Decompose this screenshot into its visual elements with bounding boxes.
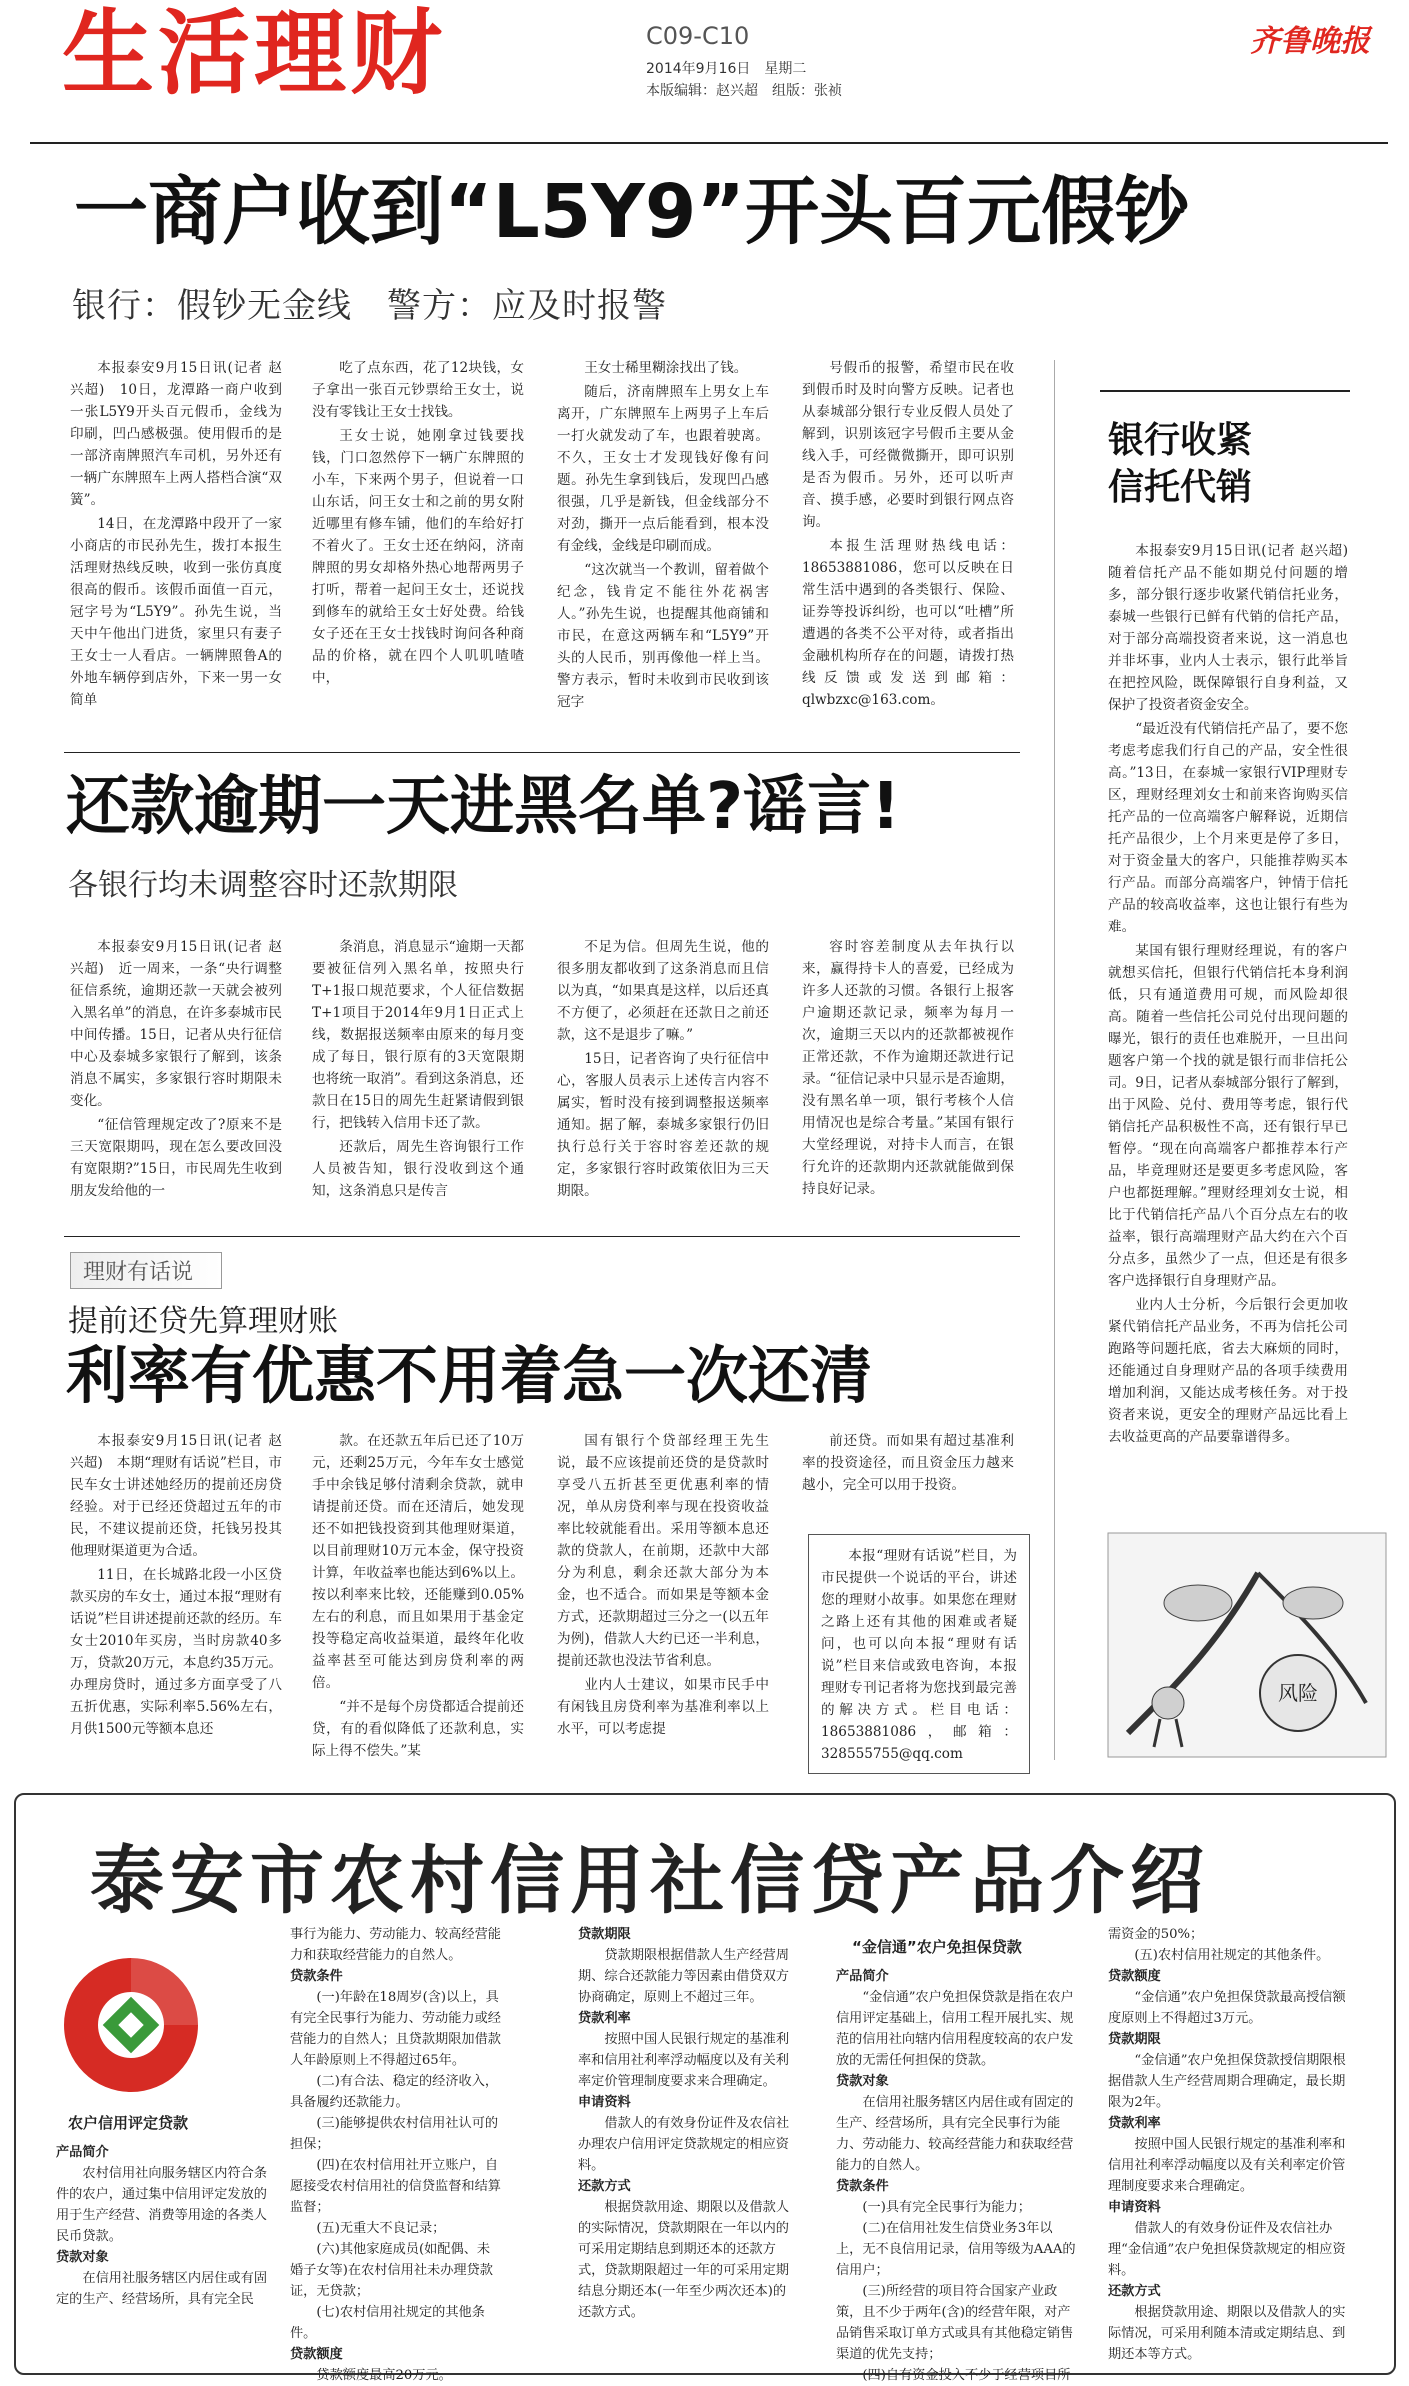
- paragraph: 容时容差制度从去年执行以来，赢得持卡人的喜爱，已经成为许多人还款的习惯。各银行上报客户逾期还款记录，频率为每月一次，逾期三天以内的还款都被视作正常还款，不作为逾期还款进行记录。“征信记录中只显示是否逾期，没有黑名单一项，银行考核个人信用情况也是综合考量。”某国有银行大堂经理说，对持卡人而言，在银行允许的还款期内还款就能做到保持良好记录。: [802, 939, 1014, 1197]
- paragraph: 国有银行个贷部经理王先生说，最不应该提前还贷的是贷款时享受八五折甚至更优惠利率的情况，单从房贷利率与现在投资收益率比较就能看出。采用等额本息还款的贷款人，在前期，还款中大部分为利息，剩余还款大部分为本金，也不适合。而如果是等额本金方式，还款期超过三分之一(以五年为例)，借款人大约已还一半利息，提前还款也没法节省利息。: [557, 1433, 769, 1669]
- ad-section-heading: 还款方式: [1108, 2284, 1161, 2299]
- issue-date: 2014年9月16日 星期二: [646, 61, 807, 77]
- paragraph: 号假币的报警，希望市民在收到假币时及时向警方反映。记者也从泰城部分银行专业反假人员处了解到，识别该冠字号假币主要从金线入手，可经微微撕开，即可识别是否为假币。另外，还可以听声音、摸手感，必要时到银行网点咨询。: [802, 360, 1014, 530]
- masthead-rule: [30, 142, 1388, 144]
- paragraph: 11日，在长城路北段一小区贷款买房的车女士，通过本报“理财有话说”栏目讲述提前还款的经历。车女士2010年买房，当时房款40多万，贷款20万元，本息约35万元。办理房贷时，通过多方面享受了八五折优惠，实际利率5.56%左右，月供1500元等额本息还: [70, 1567, 282, 1737]
- cartoon-illustration: [1108, 1533, 1386, 1757]
- paragraph: 还款后，周先生咨询银行工作人员被告知，银行没收到这个通知，这条消息只是传言: [312, 1139, 524, 1199]
- ad-paragraph: 根据贷款用途、期限以及借款人的实际情况，可采用利随本清或定期结息、到期还本等方式。: [1108, 2305, 1346, 2362]
- ad-jinxintong-title: “金信通”农户免担保贷款: [852, 1938, 1022, 1956]
- article3-headline: 利率有优惠不用着急一次还清: [66, 1339, 873, 1412]
- column-note-box: [808, 1534, 1030, 1774]
- ad-paragraph: (七)农村信用社规定的其他条件。: [290, 2305, 485, 2341]
- paragraph: 王女士说，她刚拿过钱要找钱，门口忽然停下一辆广东牌照的小车，下来两个男子，但说着一口山东话，问王女士和之前的男女附近哪里有修车铺，他们的车给好打不着火了。王女士还在纳闷，济南牌照的男女却格外热心地帮两男子打听，帮着一起问王女士，还说找到修车的就给王女士好处费。给钱女子还在王女士找钱时询问各种商品的价格，就在四个人叽叽喳喳中，: [312, 428, 524, 686]
- paragraph: 王女士稀里糊涂找出了钱。: [584, 360, 748, 376]
- ad-paragraph: (三)所经营的项目符合国家产业政策，且不少于两年(含)的经营年限，对产品销售采取订单方式或具有其他稳定销售渠道的优先支持；: [836, 2284, 1074, 2362]
- ad-paragraph: (五)无重大不良记录；: [316, 2221, 446, 2236]
- ad-section-heading: 贷款条件: [290, 1969, 343, 1984]
- ad-paragraph: (四)自有资金投入不少于经营项目所: [862, 2368, 1071, 2383]
- ad-section-heading: 贷款额度: [1108, 1969, 1161, 1984]
- ad-paragraph: 按照中国人民银行规定的基准利率和信用社利率浮动幅度以及有关利率定价管理制度要求来合理确定。: [578, 2032, 790, 2089]
- ad-col3: [578, 1924, 790, 2364]
- newspaper-name: 齐鲁晚报: [1250, 24, 1370, 59]
- paragraph: 业内人士建议，如果市民手中有闲钱且房贷利率为基准利率以上水平，可以考虑提: [557, 1677, 769, 1737]
- article1-col4: [802, 357, 1014, 735]
- ad-section-heading: 贷款对象: [836, 2074, 889, 2089]
- credit-union-logo: [56, 1950, 206, 2100]
- ad-section-heading: 产品简介: [836, 1969, 889, 1984]
- paragraph: 15日，记者咨询了央行征信中心，客服人员表示上述传言内容不属实，暂时没有接到调整报送频率通知。据了解，泰城多家银行仍旧执行总行关于容时容差还款的规定，多家银行容时政策依旧为三天期限。: [557, 1051, 769, 1199]
- ad-paragraph: 借款人的有效身份证件及农信社办理农户信用评定贷款规定的相应资料。: [578, 2116, 790, 2173]
- ad-paragraph: 需资金的50%；: [1108, 1927, 1204, 1942]
- article4-headline: [1108, 418, 1252, 512]
- ad-section-heading: 贷款利率: [1108, 2116, 1161, 2131]
- article1-bottom-rule: [64, 752, 1020, 753]
- ad-paragraph: (五)农村信用社规定的其他条件。: [1134, 1948, 1330, 1963]
- article1-col3: [557, 357, 769, 735]
- ad-section-heading: 贷款额度: [290, 2347, 343, 2362]
- paragraph: 本报生活理财热线电话：18653881086，您可以反映在日常生活中遇到的各类银行、保险、证券等投诉纠纷，也可以“吐槽”所遭遇的各类不公平对待，或者指出金融机构所存在的问题，请拨打热线反馈或发送到邮箱：qlwbzxc@163.com。: [802, 538, 1014, 708]
- ad-paragraph: 在信用社服务辖区内居住或有固定的生产、经营场所，具有完全民: [56, 2271, 268, 2307]
- article1-col2: [312, 357, 524, 735]
- ad-section-heading: 申请资料: [1108, 2200, 1161, 2215]
- article4-body: [1108, 540, 1362, 1525]
- ad-logo-caption: 农户信用评定贷款: [68, 2114, 189, 2132]
- article2-col1: [70, 936, 282, 1226]
- article2-headline: 还款逾期一天进黑名单?谣言!: [66, 770, 901, 844]
- ad-title: 泰安市农村信用社信贷产品介绍: [90, 1838, 1210, 1924]
- ad-paragraph: 贷款额度最高20万元。: [316, 2368, 452, 2383]
- paragraph: 本报泰安9月15日讯(记者 赵兴超) 10日，龙潭路一商户收到一张L5Y9开头百元假币，金线为印刷，凹凸感极强。使用假币的是一部济南牌照汽车司机，另外还有一辆广东牌照车上两人搭档合演“双簧”。: [70, 360, 282, 508]
- paragraph: 条消息，消息显示“逾期一天都要被征信列入黑名单，按照央行T+1报口规范要求，个人征信数据T+1项目于2014年9月1日正式上线，数据报送频率由原来的每月变成了每日，银行原有的3天宽限期也将统一取消”。看到这条消息，还款日在15日的周先生赶紧请假到银行，把钱转入信用卡还了款。: [312, 939, 524, 1131]
- ad-paragraph: 农村信用社向服务辖区内符合条件的农户，通过集中信用评定发放的用于生产经营、消费等用途的各类人民币贷款。: [56, 2166, 268, 2244]
- ad-paragraph: (二)有合法、稳定的经济收入，具备履约还款能力。: [290, 2074, 499, 2110]
- ad-section-heading: 贷款利率: [578, 2011, 631, 2026]
- editor-credits: 本版编辑：赵兴超 组版：张祯: [646, 83, 842, 99]
- paragraph: 不足为信。但周先生说，他的很多朋友都收到了这条消息而且信以为真，“如果真是这样，以后还真不方便了，必须赶在还款日之前还款，这不是退步了嘛。”: [557, 939, 769, 1043]
- ad-paragraph: 借款人的有效身份证件及农信社办理“金信通”农户免担保贷款规定的相应资料。: [1108, 2221, 1346, 2278]
- ad-section-heading: 贷款期限: [1108, 2032, 1161, 2047]
- article1-subhead: 银行：假钞无金线 警方：应及时报警: [72, 286, 667, 326]
- ad-paragraph: 在信用社服务辖区内居住或有固定的生产、经营场所，具有完全民事行为能力、劳动能力、较高经营能力和获取经营能力的自然人。: [836, 2095, 1074, 2173]
- paragraph: 业内人士分析，今后银行会更加收紧代销信托产品业务，不再为信托公司跑路等问题托底，省去大麻烦的同时，还能通过自身理财产品的各项手续费用增加利润，又能达成考核任务。对于投资者来说，更安全的理财产品远比看上去收益更高的产品要靠谱得多。: [1108, 1297, 1348, 1445]
- ad-paragraph: “金信通”农户免担保贷款授信期限根据借款人生产经营周期合理确定，最长期限为2年。: [1108, 2053, 1346, 2110]
- sidebar-rule-left: [1054, 360, 1055, 1760]
- ad-section-heading: 贷款期限: [578, 1927, 631, 1942]
- article4-headline-line1: 银行收紧: [1108, 420, 1253, 461]
- paragraph: 吃了点东西，花了12块钱，女子拿出一张百元钞票给王女士，说没有零钱让王女士找钱。: [312, 360, 524, 420]
- paragraph: 前还贷。而如果有超过基准利率的投资途径，而且资金压力越来越小，完全可以用于投资。: [802, 1433, 1014, 1493]
- column-note-text: 本报“理财有话说”栏目，为市民提供一个说话的平台，讲述您的理财小故事。如果您在理财之路上还有其他的困难或者疑问，也可以向本报“理财有话说”栏目来信或致电咨询，本报理财专刊记者将为您找到最完善的解决方式。栏目电话：18653881086，邮箱：328555755@qq.com: [821, 1548, 1017, 1762]
- paragraph: 某国有银行理财经理说，有的客户就想买信托，但银行代销信托本身利润低，只有通道费用可规，而风险却很高。随着一些信托公司兑付出现问题的曝光，银行的责任也难脱开，一旦出问题客户第一个找的就是银行而非信托公司。9日，记者从泰城部分银行了解到，出于风险、兑付、费用等考虑，银行代销信托产品积极性不高，还有银行早已暂停。“现在向高端客户都推荐本行产品，毕竟理财还是要更多考虑风险，客户也都挺理解。”理财经理刘女士说，相比于代销信托产品八个百分点左右的收益率，银行高端理财产品大约在六个百分点多，虽然少了一点，但还是有很多客户选择银行自身理财产品。: [1108, 943, 1348, 1289]
- ad-section-heading: 产品简介: [56, 2145, 109, 2160]
- ad-paragraph: (四)在农村信用社开立账户，自愿接受农村信用社的信贷监督和结算监督；: [290, 2158, 501, 2215]
- ad-paragraph: 贷款期限根据借款人生产经营周期、综合还款能力等因素由借贷双方协商确定，原则上不超过三年。: [578, 1948, 790, 2005]
- ad-section-heading: 还款方式: [578, 2179, 631, 2194]
- article2-col3: [557, 936, 769, 1226]
- ad-col5: [1108, 1924, 1348, 2364]
- ad-paragraph: (一)年龄在18周岁(含)以上，具有完全民事行为能力、劳动能力或经营能力的自然人；且贷款期限加借款人年龄原则上不得超过65年。: [290, 1990, 501, 2068]
- section-title: 生活理财: [62, 0, 447, 107]
- article2-col4: [802, 936, 1014, 1226]
- ad-paragraph: (三)能够提供农村信用社认可的担保；: [290, 2116, 499, 2152]
- ad-section-heading: 贷款对象: [56, 2250, 109, 2265]
- ad-paragraph: “金信通”农户免担保贷款是指在农户信用评定基础上，信用工程开展扎实、规范的信用社向辖内信用程度较高的农户发放的无需任何担保的贷款。: [836, 1990, 1074, 2068]
- article2-bottom-rule: [64, 1236, 1020, 1237]
- paragraph: “这次就当一个教训，留着做个纪念，钱肯定不能往外花祸害人。”孙先生说，也提醒其他商铺和市民，在意这两辆车和“L5Y9”开头的人民币，别再像他一样上当。警方表示，暂时未收到市民收到该冠字: [557, 562, 769, 710]
- sidebar-top-rule: [1100, 390, 1350, 392]
- ad-section-heading: 贷款条件: [836, 2179, 889, 2194]
- article3-col4: [802, 1430, 1014, 1520]
- column-tag: 理财有话说: [70, 1252, 222, 1289]
- article3-kicker: 提前还贷先算理财账: [68, 1304, 338, 1339]
- page-numbers: C09-C10: [646, 22, 750, 50]
- article2-subhead: 各银行均未调整容时还款期限: [68, 868, 458, 903]
- ad-col2: [290, 1924, 502, 2383]
- ad-paragraph: (一)具有完全民事行为能力；: [862, 2200, 1031, 2215]
- ad-paragraph: (六)其他家庭成员(如配偶、未婚子女等)在农村信用社未办理贷款证，无贷款；: [290, 2242, 493, 2299]
- cartoon-risk-label: 风险: [1278, 1681, 1318, 1705]
- article1-headline: 一商户收到“L5Y9”开头百元假钞: [74, 169, 1189, 255]
- paragraph: 本报泰安9月15日讯(记者 赵兴超) 随着信托产品不能如期兑付问题的增多，部分银行逐步收紧代销信托业务，泰城一些银行已鲜有代销的信托产品，对于部分高端投资者来说，这一消息也并非坏事，业内人士表示，银行此举旨在把控风险，既保障银行自身利益，又保护了投资者资金安全。: [1108, 543, 1362, 713]
- ad-section-heading: 申请资料: [578, 2095, 631, 2110]
- ad-paragraph: (二)在信用社发生信贷业务3年以上，无不良信用记录，信用等级为AAA的信用户；: [836, 2221, 1076, 2278]
- article4-headline-line2: 信托代销: [1108, 466, 1253, 508]
- ad-col1: [56, 2142, 268, 2362]
- ad-paragraph: 事行为能力、劳动能力、较高经营能力和获取经营能力的自然人。: [290, 1927, 501, 1963]
- article3-col3: [557, 1430, 769, 1770]
- paragraph: “并不是每个房贷都适合提前还贷，有的看似降低了还款利息，实际上得不偿失。”某: [312, 1699, 524, 1759]
- article3-col2: [312, 1430, 524, 1770]
- article3-col1: [70, 1430, 282, 1770]
- ad-paragraph: 根据贷款用途、期限以及借款人的实际情况，贷款期限在一年以内的可采用定期结息到期还本的还款方式，贷款期限超过一年的可采用定期结息分期还本(一年至少两次还本)的还款方式。: [578, 2200, 790, 2320]
- article2-col2: [312, 936, 524, 1226]
- paragraph: 随后，济南牌照车上男女上车离开，广东牌照车上两男子上车后一打火就发动了车，也跟着驶离。不久，王女士才发现钱好像有问题。孙先生拿到钱后，发现凹凸感很强，几乎是新钱，但金线部分不对劲，撕开一点后能看到，根本没有金线，金线是印刷而成。: [557, 384, 769, 554]
- article1-col1: [70, 357, 282, 735]
- paragraph: “征信管理规定改了?原来不是三天宽限期吗，现在怎么要改回没有宽限期?”15日，市民周先生收到朋友发给他的一: [70, 1117, 282, 1199]
- paragraph: 款。在还款五年后已还了10万元，还剩25万元，今年车女士感觉手中余钱足够付清剩余贷款，就申请提前还贷。而在还清后，她发现还不如把钱投资到其他理财渠道，以目前理财10万元本金，保守投资计算，年收益率也能达到6%以上。按以利率来比较，还能赚到0.05%左右的利息，而且如果用于基金定投等稳定高收益渠道，最终年化收益率甚至可能达到房贷利率的两倍。: [312, 1433, 524, 1691]
- paragraph: 14日，在龙潭路中段开了一家小商店的市民孙先生，拨打本报生活理财热线反映，收到一张仿真度很高的假币。该假币面值一百元，冠字号为“L5Y9”。孙先生说，当天中午他出门进货，家里只有妻子王女士一人看店。一辆牌照鲁A的外地车辆停到店外，下来一男一女简单: [70, 516, 282, 708]
- paragraph: 本报泰安9月15日讯(记者 赵兴超) 本期“理财有话说”栏目，市民车女士讲述她经历的提前还房贷经验。对于已经还贷超过五年的市民，不建议提前还贷，托钱另投其他理财渠道更为合适。: [70, 1433, 282, 1559]
- paragraph: 本报泰安9月15日讯(记者 赵兴超) 近一周来，一条“央行调整征信系统，逾期还款一天就会被列入黑名单”的消息，在许多泰城市民中间传播。15日，记者从央行征信中心及泰城多家银行了解到，该条消息不属实，多家银行容时期限未变化。: [70, 939, 282, 1109]
- paragraph: “最近没有代销信托产品了，要不您考虑考虑我们行自己的产品，安全性很高。”13日，在泰城一家银行VIP理财专区，理财经理刘女士和前来咨询购买信托产品的一位高端客户解释说，近期信托产品很少，上个月来更是停了多日，对于资金量大的客户，只能推荐购买本行产品。而部分高端客户，钟情于信托产品的较高收益率，这也让银行有些为难。: [1108, 721, 1348, 935]
- ad-paragraph: 按照中国人民银行规定的基准利率和信用社利率浮动幅度以及有关利率定价管理制度要求来合理确定。: [1108, 2137, 1346, 2194]
- ad-col4: [836, 1966, 1076, 2383]
- ad-paragraph: “金信通”农户免担保贷款最高授信额度原则上不得超过3万元。: [1108, 1990, 1346, 2026]
